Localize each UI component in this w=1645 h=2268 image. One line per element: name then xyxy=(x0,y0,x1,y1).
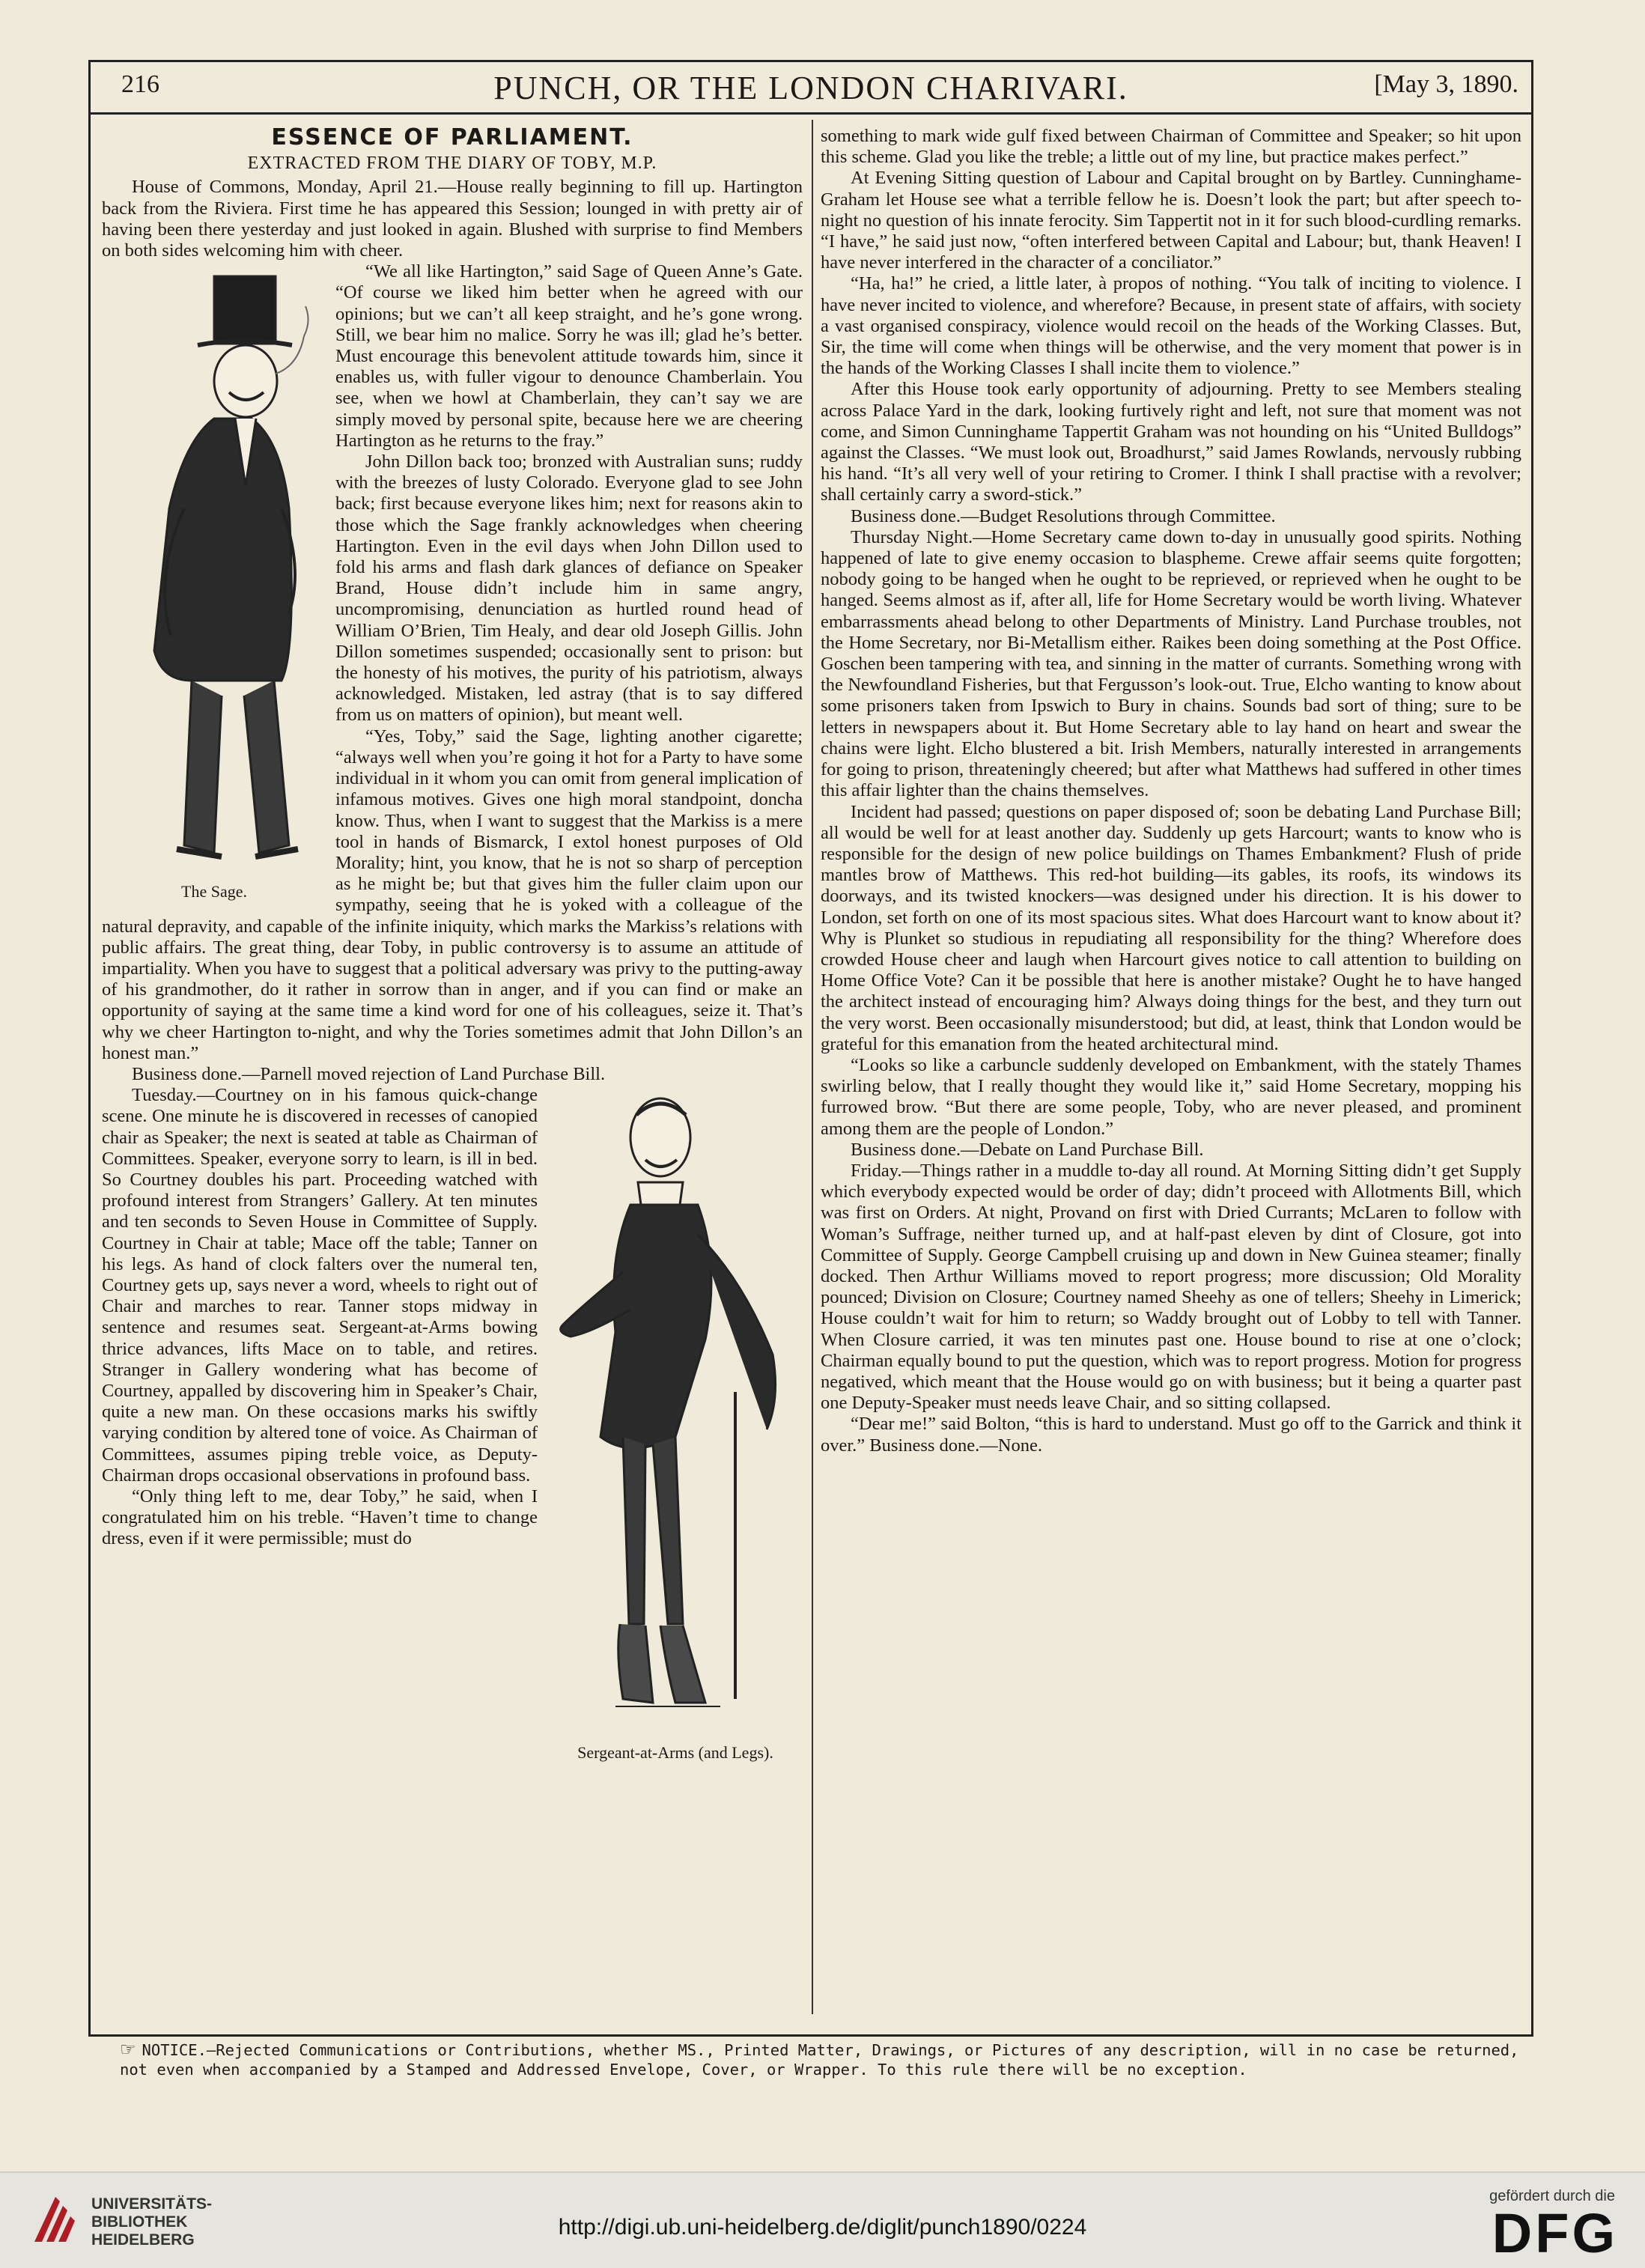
paragraph: “Ha, ha!” he cried, a little later, à propos of nothing. “You talk of inciting to violence. I have never incited to violence, and wherefore? Because, in present state of affairs, with society a vast organised conspiracy, violence would recoil on the heads of the Working Classes. But, Sir, the time will come when things will be otherwise, and the very moment that power is in the hands of the Working Classes I shall incite them to violence.” xyxy=(821,273,1521,379)
paragraph: John Dillon back too; bronzed with Australian suns; ruddy with the breezes of lusty Colorado. Everyone glad to see John back; first because everyone likes him; next for reasons akin to those which the Sage frankly acknowledges when cheering Hartington. Even in the evil days when John Dillon used to fold his arms and flash dark glances of defiance on Speaker Brand, House didn’t include him in same angry, uncompromising, denunciation as hurtled round head of William O’Brien, Tim Healy, and dear old Joseph Gillis. John Dillon sometimes suspended; occasionally sent to prison: but the honesty of his motives, the purity of his patriotism, always acknowledged. Mistaken, led astray (that is to say differed from us on matters of opinion), but meant well. xyxy=(335,452,803,726)
notice-text: NOTICE.—Rejected Communications or Contributions, whether MS., Printed Matter, Drawings, or Pictures of any description, will in no case be returned, not even when accompanied by a Stamped and Addressed Envelope, Cover, or Wrapper. To this rule there will be no exception. xyxy=(120,2041,1519,2079)
pointing-hand-icon: ☞ xyxy=(120,2039,136,2060)
paragraph: “Only thing left to me, dear Toby,” he said, when I congratulated him on his treble. “Haven’t time to change dress, even if it were permissible; must do xyxy=(102,1486,538,1549)
page-number: 216 xyxy=(121,70,159,98)
paragraph: Incident had passed; questions on paper disposed of; soon be debating Land Purchase Bill; all would be well for at least another day. Suddenly up gets Harcourt; wants to know who is responsible for the design of new police buildings on Thames Embankment? Flush of pride mantles brow of Matthews. This red-hot building—its gables, its roofs, its windows its doorways, and its twisted knockers—was designed under his direction. It is his dower to London, set forth on one of its most spacious sites. What does Harcourt want to know about it? Why is Plunket so studious in repudiating all responsibility for the thing? Wherefore does crowded House cheer and laugh when Harcourt gives notice to call attention to building on Home Office Vote? Can it be possible that here is another mistake? Ought he to have hanged the architect instead of encouraging him? Always doing things for the best, and they turn out the very worst. Been occasionally misunderstood; but did, at least, think that London would be grateful for this emanation from the heated architectural mind. xyxy=(821,801,1521,1054)
paragraph: After this House took early opportunity of adjourning. Pretty to see Members stealing across Palace Yard in the dark, looking furtively right and left, not sure that moment was not come, and Simon Cunninghame Tappertit Graham was not hounding on his “United Bulldogs” against the Classes. “We must look out, Broadhurst,” said James Rowlands, nervously rubbing his hand. “It’s all very well of your retiring to Cromer. I think I shall practise with a revolver; shall certainly carry a sword-stick.” xyxy=(821,379,1521,505)
publication-title: PUNCH, OR THE LONDON CHARIVARI. xyxy=(493,70,1128,106)
library-name: UNIVERSITÄTS- BIBLIOTHEK HEIDELBERG xyxy=(91,2195,213,2249)
sergeant-caption: Sergeant-at-Arms (and Legs). xyxy=(577,1743,773,1763)
sponsor-label: gefördert durch die xyxy=(1489,2188,1615,2204)
column-rule xyxy=(812,120,813,2014)
permalink-url[interactable]: http://digi.ub.uni-heidelberg.de/diglit/punch1890/0224 xyxy=(558,2215,1087,2240)
viewer-footer xyxy=(0,2171,1645,2268)
sergeant-figure-drawing xyxy=(548,1085,803,1744)
paragraph: Thursday Night.—Home Secretary came down to-day in unusually good spirits. Nothing happened of late to give enemy occasion to blaspheme. Crewe affair seems quite forgotten; nobody going to be hanged when he ought to be reprieved, or reprieved when he ought to be hanged. Seems almost as if, after all, life for Home Secretary would be worth living. Whatever embarrassments ahead belong to other Departments of Ministry. Land Purchase troubles, not the Home Secretary, nor Bi-Metallism either. Raikes been doing something at the Post Office. Goschen been tampering with tea, and sinning in the matter of currants. Something wrong with the Newfoundland Fisheries, but that Fergusson’s look-out. True, Elcho wanting to know about some prisoners taken from Ipswich to Bury in chains. Sounds bad sort of thing; sure to be letters in newspapers about it. But Home Secretary able to lay hand on heart and swear the chains were light. Elcho blustered a bit. Irish Members, naturally interested in arrangements for going to prison, threateningly cheered; but after what Matthews had suffered in other times this affair lighter than the chains themselves. xyxy=(821,526,1521,801)
paragraph: “Yes, Toby,” said the Sage, lighting another cigarette; “always well when you’re going it hot for a Party to have some individual in it whom you can omit from general implication of infamous motives. Gives one high moral standpoint, doncha know. Thus, when I want to suggest that the Markiss is a mere tool in hands of Bismarck, I extol honest purposes of Old Morality; hint, you know, that he is not so sharp of perception as he might be; but that gives him the fuller claim upon our sympathy, seeing that he is yoked with a colleague of the natural depravity, and capable of the infinite iniquity, which marks the Markiss’s relations with public affairs. The great thing, dear Toby, in public controversy is to assume an attitude of impartiality. When you have to suggest that a political adversary was privy to the putting-away of his grandmother, do it rather in sorrow than in anger, and if you can find or make an opportunity of saying at the same time a kind word for one of his colleagues, seize it. That’s why we cheer Hartington to-night, and why the Tories sometimes admit that John Dillon’s an honest man.” xyxy=(102,726,803,1063)
paragraph: something to mark wide gulf fixed between Chairman of Committee and Speaker; so hit upon this scheme. Glad you like the treble; a little out of my line, but practice makes perfect.” xyxy=(821,126,1521,168)
paragraph: “Dear me!” said Bolton, “this is hard to understand. Must go off to the Garrick and think it over.” Business done.—None. xyxy=(821,1414,1521,1456)
right-column xyxy=(821,126,1521,1456)
sergeant-at-arms-illustration xyxy=(548,1085,803,1789)
paragraph: Tuesday.—Courtney on in his famous quick-change scene. One minute he is discovered in recesses of canopied chair as Speaker; the next is seated at table as Chairman of Committees. Speaker, everyone sorry to learn, is ill in bed. So Courtney doubles his part. Proceeding watched with profound interest from Strangers’ Gallery. At ten minutes and ten seconds to Seven House in Committee of Supply. Courtney in Chair at table; Mace off the table; Tanner on his legs. As hand of clock falters over the numeral ten, Courtney gets up, says never a word, wheels to right out of Chair and marches to rear. Tanner stops midway in sentence and resumes seat. Sergeant-at-Arms bowing thrice advances, lifts Mace on to table, and retires. Stranger in Gallery wondering what has become of Courtney, appalled by discovering him in Speaker’s Chair, quite a new man. On these occasions marks his swiftly varying condition by altered tone of voice. As Chairman of Committees, assumes piping treble voice, as Deputy-Chairman drops occasional observations in profound bass. xyxy=(102,1085,538,1486)
article-title: ESSENCE OF PARLIAMENT. xyxy=(271,124,633,151)
paragraph: “Looks so like a carbuncle suddenly developed on Embankment, with the stately Thames swirling below, that I really thought they would like it,” said Home Secretary, mopping his furrowed brow. “But there are some people, Toby, who are never pleased, and prominent among them are the people of London.” xyxy=(821,1054,1521,1139)
paragraph: Friday.—Things rather in a muddle to-day all round. At Morning Sitting didn’t get Supply which everybody expected would be order of day; didn’t proceed with Allotments Bill, which was first on Orders. At night, Provand on first with Dried Currants; McLaren to follow with Woman’s Suffrage, neither turned up, and at half-past eleven by dint of Closure, got into Committee of Supply. George Campbell cruising up and down in New Guinea steamer; finally docked. Then Arthur Williams moved to report progress; more discussion; Old Morality pounced; Division on Closure; Courtney named Sheehy as one of tellers; Sheehy in Limerick; House couldn’t wait for him to return; so Waddy brought out of Lobby to tell with Tanner. When Closure carried, it was ten minutes past one. House bound to rise at one o’clock; Chairman equally bound to put the question, which was to report progress. Motion for progress negatived, which meant that the House would go on with business; but it being a quarter past one Deputy-Speaker must needs leave Chair, and so sitting collapsed. xyxy=(821,1160,1521,1414)
left-column xyxy=(102,126,803,1789)
paragraph: At Evening Sitting question of Labour and Capital brought on by Bartley. Cunninghame-Graham let House see what a terrible fellow he is. Doesn’t look the part; but after speech to-night no question of his innate ferocity. Sim Tappertit not in it for such blood-curdling remarks. “I have,” he said just now, “often interfered between Capital and Labour; but, thank Heaven! I have never interfered in the character of a conciliator.” xyxy=(821,168,1521,273)
dfg-logo: DFG xyxy=(1492,2202,1618,2264)
paragraph: Business done.—Debate on Land Purchase Bill. xyxy=(851,1139,1204,1160)
article-subtitle: EXTRACTED FROM THE DIARY OF TOBY, M.P. xyxy=(247,153,657,174)
sage-caption: The Sage. xyxy=(181,882,247,902)
issue-date: [May 3, 1890. xyxy=(1374,70,1518,98)
paragraph: Business done.—Budget Resolutions through Committee. xyxy=(851,505,1276,526)
paragraph: House of Commons, Monday, April 21.—House really beginning to fill up. Hartington back from the Riviera. First time he has appeared this Session; lounged in with pretty air of having been there yesterday and just looked in again. Blushed with surprise to find Members on both sides welcoming him with cheer. xyxy=(102,177,803,261)
sage-figure-drawing xyxy=(102,261,326,883)
sage-illustration xyxy=(102,261,326,905)
paragraph: “We all like Hartington,” said Sage of Queen Anne’s Gate. “Of course we liked him better when he agreed with our opinions; but we can’t all keep straight, and he’s gone wrong. Still, we bear him no malice. Sorry he was ill; glad he’s better. Must encourage this benevolent attitude towards him, since it enables us, with fuller vigour to denounce Chamberlain. You see, when we howl at Chamberlain, they can’t say we are simply moved by personal spite, because here we are cheering Hartington as he returns to the fray.” xyxy=(335,261,803,451)
notice xyxy=(120,2040,1527,2079)
paragraph: Business done.—Parnell moved rejection of Land Purchase Bill. xyxy=(132,1063,606,1084)
running-header xyxy=(88,69,1533,106)
header-rule xyxy=(88,112,1533,115)
